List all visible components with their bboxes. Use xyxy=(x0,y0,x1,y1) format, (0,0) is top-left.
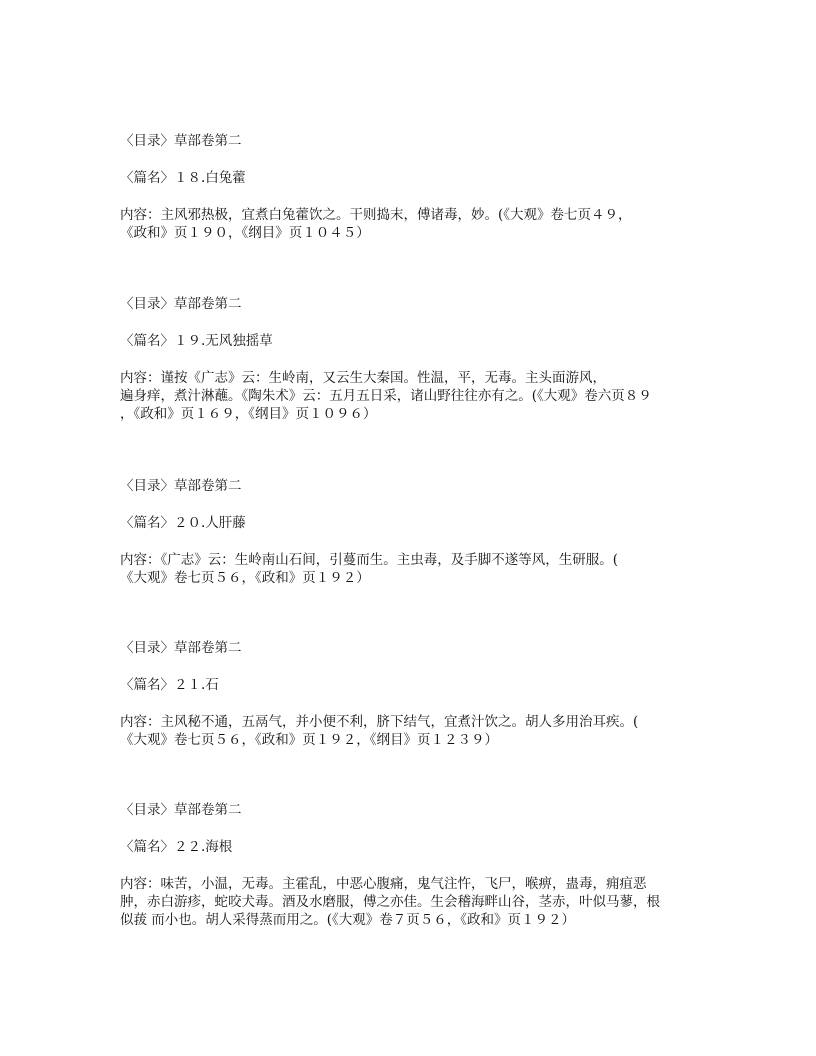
entry-content xyxy=(120,713,700,749)
entry-18 xyxy=(120,132,700,242)
entry-22 xyxy=(120,801,700,929)
entry-content xyxy=(120,206,700,242)
content-line: 肿，赤白游疹，蛇咬犬毒。酒及水磨服，傅之亦佳。生会稽海畔山谷，茎赤，叶似马蓼，根 xyxy=(120,894,660,910)
entry-title: 〈篇名〉１８.白兔藿 xyxy=(120,170,246,186)
entry-19 xyxy=(120,295,700,423)
catalog-heading: 〈目录〉草部卷第二 xyxy=(120,296,242,312)
entry-content xyxy=(120,875,700,929)
entry-content xyxy=(120,551,700,587)
catalog-heading: 〈目录〉草部卷第二 xyxy=(120,802,242,818)
content-line: 内容：味苦，小温，无毒。主霍乱，中恶心腹痛，鬼气注忤，飞尸，喉痹，蛊毒，痈疽恶 xyxy=(120,876,647,892)
catalog-heading: 〈目录〉草部卷第二 xyxy=(120,478,242,494)
content-line: 遍身痒，煮汁淋蘸。《陶朱术》云：五月五日采，诸山野往往亦有之。(《大观》卷六页８９ xyxy=(120,388,652,404)
entry-21 xyxy=(120,639,700,749)
content-line: 内容：谨按《广志》云：生岭南，又云生大秦国。性温，平，无毒。主头面游风， xyxy=(120,370,606,386)
content-line: ，《政和》页１６９，《纲目》页１０９６） xyxy=(120,406,377,422)
content-line: 《大观》卷七页５６，《政和》页１９２） xyxy=(120,570,370,586)
entry-title: 〈篇名〉２１.石 xyxy=(120,677,219,693)
content-line: 《政和》页１９０，《纲目》页１０４５） xyxy=(120,225,370,241)
entry-title: 〈篇名〉２２.海根 xyxy=(120,839,233,855)
catalog-heading: 〈目录〉草部卷第二 xyxy=(120,133,242,149)
content-line: 内容：主风秘不通，五鬲气，并小便不利，脐下结气，宜煮汁饮之。胡人多用治耳疾。( xyxy=(120,714,639,730)
entry-20 xyxy=(120,477,700,587)
content-line: 《大观》卷七页５６，《政和》页１９２，《纲目》页１２３９） xyxy=(120,732,498,748)
entry-title: 〈篇名〉２０.人肝藤 xyxy=(120,515,246,531)
content-line: 内容：主风邪热极，宜煮白兔藿饮之。干则捣末，傅诸毒，妙。(《大观》卷七页４９， xyxy=(120,207,632,223)
catalog-heading: 〈目录〉草部卷第二 xyxy=(120,640,242,656)
content-line: 内容：《广志》云：生岭南山石间，引蔓而生。主虫毒，及手脚不遂等风，生研服。( xyxy=(120,552,619,568)
entry-title: 〈篇名〉１９.无风独摇草 xyxy=(120,333,273,349)
content-line: 似菝 而小也。胡人采得蒸而用之。(《大观》卷７页５６，《政和》页１９２） xyxy=(120,912,576,928)
entry-content xyxy=(120,369,700,423)
